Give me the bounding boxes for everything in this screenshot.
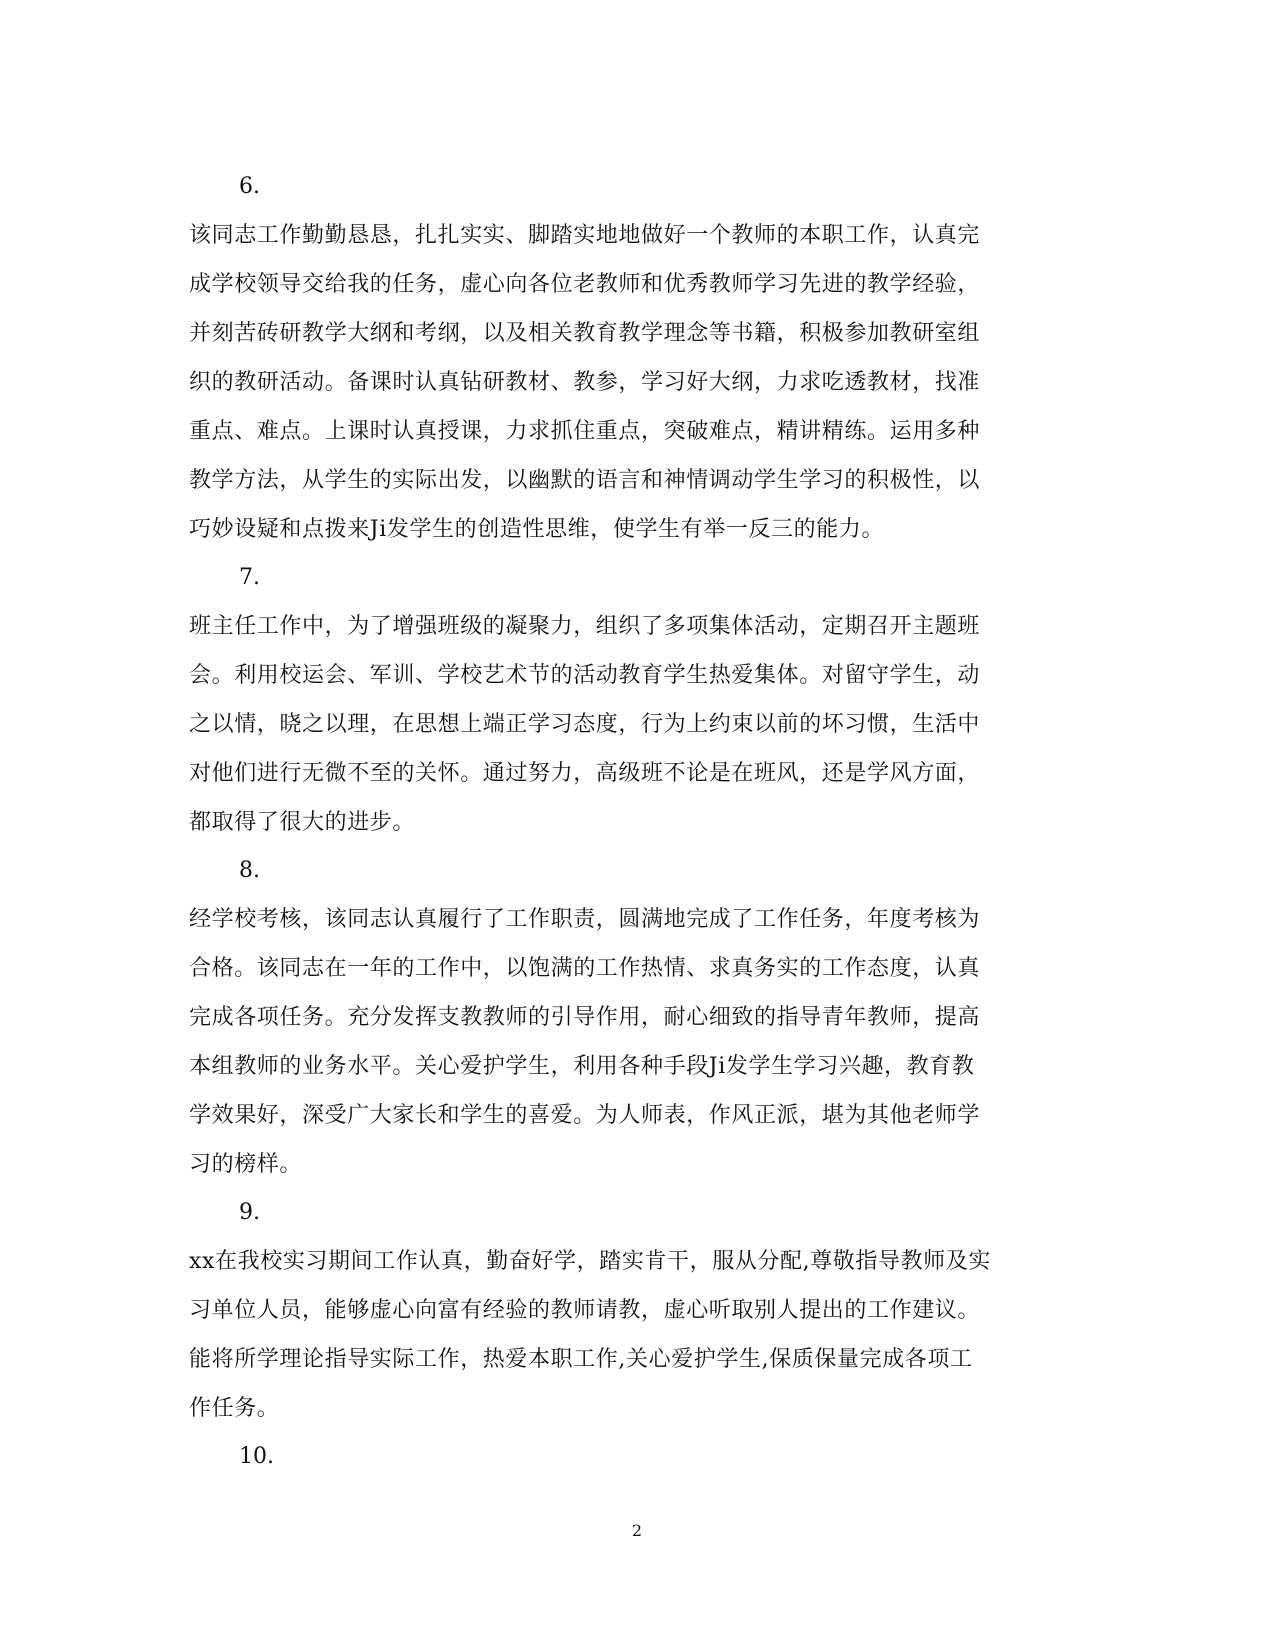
paragraph-line: 习的榜样。 — [189, 1152, 303, 1177]
paragraph-line: 织的教研活动。备课时认真钻研教材、教参，学习好大纲，力求吃透教材，找准 — [189, 370, 981, 395]
paragraph-line: 能将所学理论指导实际工作，热爱本职工作,关心爱护学生,保质保量完成各项工 — [189, 1347, 973, 1372]
paragraph — [189, 1237, 1069, 1433]
paragraph-line: 经学校考核，该同志认真履行了工作职责，圆满地完成了工作任务，年度考核为 — [189, 907, 981, 932]
paragraph-line: 都取得了很大的进步。 — [189, 810, 416, 835]
paragraph — [189, 895, 1069, 1189]
page-number: 2 — [631, 1521, 643, 1540]
section-7 — [189, 554, 1069, 847]
paragraph-line: 学效果好，深受广大家长和学生的喜爱。为人师表，作风正派，堪为其他老师学 — [189, 1103, 981, 1128]
paragraph — [189, 211, 1069, 554]
paragraph-line: 成学校领导交给我的任务，虚心向各位老教师和优秀教师学习先进的教学经验， — [189, 272, 981, 297]
section-9 — [189, 1189, 1069, 1433]
paragraph-line: 本组教师的业务水平。关心爱护学生，利用各种手段Ji发学生学习兴趣，教育教 — [189, 1054, 975, 1079]
section-number: 6. — [239, 174, 260, 199]
section-10 — [189, 1433, 1069, 1481]
section-number: 10. — [239, 1444, 274, 1469]
section-number: 8. — [239, 858, 260, 883]
paragraph-line: 该同志工作勤勤恳恳，扎扎实实、脚踏实地地做好一个教师的本职工作，认真完 — [189, 223, 981, 248]
paragraph-line: 习单位人员，能够虚心向富有经验的教师请教，虚心听取别人提出的工作建议。 — [189, 1298, 981, 1323]
paragraph-line: 教学方法，从学生的实际出发，以幽默的语言和神情调动学生学习的积极性，以 — [189, 468, 981, 493]
section-number: 9. — [239, 1200, 260, 1225]
paragraph-line: 作任务。 — [189, 1396, 280, 1421]
paragraph-line: 对他们进行无微不至的关怀。通过努力，高级班不论是在班风，还是学风方面， — [189, 761, 981, 786]
paragraph-line: 班主任工作中，为了增强班级的凝聚力，组织了多项集体活动，定期召开主题班 — [189, 614, 981, 639]
paragraph — [189, 602, 1069, 847]
paragraph-line: 之以情，晓之以理，在思想上端正学习态度，行为上约束以前的坏习惯，生活中 — [189, 712, 981, 737]
paragraph-line: 完成各项任务。充分发挥支教教师的引导作用，耐心细致的指导青年教师，提高 — [189, 1005, 981, 1030]
section-8 — [189, 847, 1069, 1189]
paragraph-line: 巧妙设疑和点拨来Ji发学生的创造性思维，使学生有举一反三的能力。 — [189, 517, 885, 542]
section-number: 7. — [239, 565, 260, 590]
paragraph-line: 会。利用校运会、军训、学校艺术节的活动教育学生热爱集体。对留守学生，动 — [189, 663, 981, 688]
paragraph-line: 并刻苦砖研教学大纲和考纲，以及相关教育教学理念等书籍，积极参加教研室组 — [189, 321, 981, 346]
paragraph-line: 重点、难点。上课时认真授课，力求抓住重点，突破难点，精讲精练。运用多种 — [189, 419, 981, 444]
paragraph-line: xx在我校实习期间工作认真，勤奋好学，踏实肯干，服从分配,尊敬指导教师及实 — [189, 1249, 992, 1274]
section-6 — [189, 163, 1069, 554]
document-body — [189, 163, 1069, 1481]
paragraph-line: 合格。该同志在一年的工作中，以饱满的工作热情、求真务实的工作态度，认真 — [189, 956, 981, 981]
